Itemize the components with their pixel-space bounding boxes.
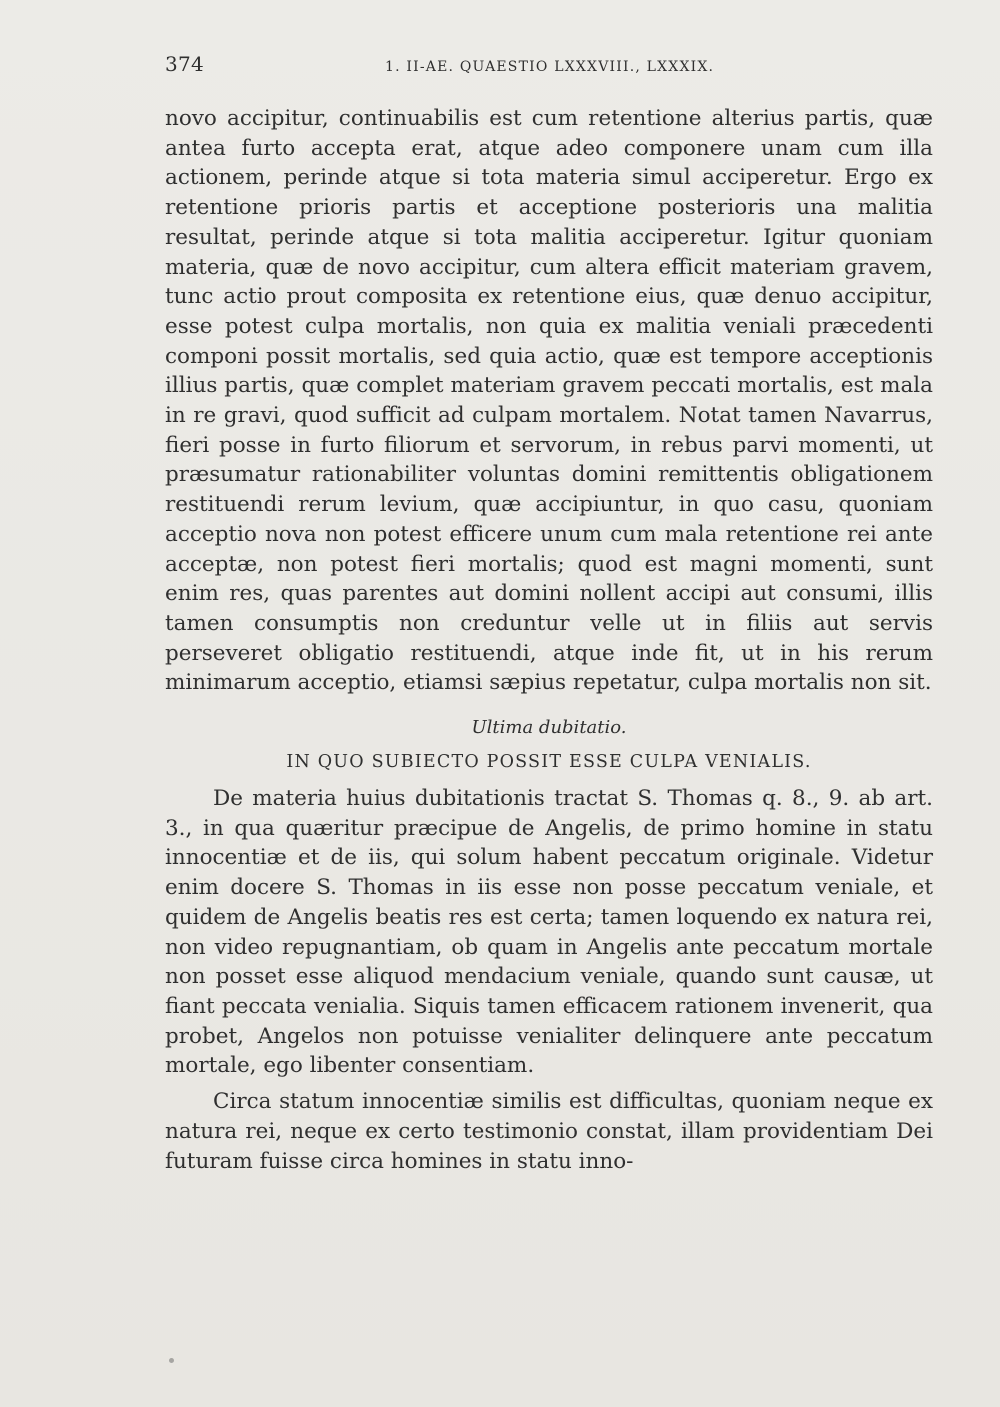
page-number: 374	[165, 52, 205, 76]
paragraph-3: Circa statum innocentiæ similis est difficultas, quoniam neque ex natura rei, neque ex certo testimonio constat, illam providentiam Dei futuram fuisse circa homines in statu inno-	[165, 1089, 933, 1174]
running-head: 1. II-AE. QUAESTIO LXXXVIII., LXXXIX.	[385, 59, 715, 75]
paragraph-2: De materia huius dubitationis tractat S. Thomas q. 8., 9. ab art. 3., in qua quæritur præcipue de Angelis, de primo homine in statu innocentiæ et de iis, qui solum habent peccatum originale. Videtur enim docere S. Thomas in iis esse non posse peccatum veniale, et quidem de Angelis beatis res est certa; tamen loquendo ex natura rei, non video repugnantiam, ob quam in Angelis ante peccatum mortale non posset esse aliquod mendacium veniale, quando sunt causæ, ut fiant peccata venialia. Siquis tamen efficacem rationem invenerit, qua probet, Angelos non potuisse venialiter delinquere ante peccatum mortale, ego libenter consentiam.	[165, 786, 933, 1079]
dubitatio-subtitle: Ultima dubitatio.	[471, 717, 627, 739]
section-heading: IN QUO SUBIECTO POSSIT ESSE CULPA VENIALIS.	[286, 752, 812, 773]
page-header	[165, 52, 935, 82]
paragraph-1: novo accipitur, continuabilis est cum retentione alterius partis, quæ antea furto accepta erat, atque adeo componere unam cum illa actionem, perinde atque si tota materia simul acciperetur. Ergo ex retentione prioris partis et acceptione posterioris una malitia resultat, perinde atque si tota malitia acciperetur. Igitur quoniam materia, quæ de novo accipitur, cum altera efficit materiam gravem, tunc actio prout composita ex retentione eius, quæ denuo accipitur, esse potest culpa mortalis, non quia ex malitia veniali præcedenti componi possit mortalis, sed quia actio, quæ est tempore acceptionis illius partis, quæ complet materiam gravem peccati mortalis, est mala in re gravi, quod sufficit ad culpam mortalem. Notat tamen Navarrus, fieri posse in furto filiorum et servorum, in rebus parvi momenti, ut præsumatur rationabiliter voluntas domini remittentis obligationem restituendi rerum levium, quæ accipiuntur, in quo casu, quoniam acceptio nova non potest efficere unum cum mala retentione rei ante acceptæ, non potest fieri mortalis; quod est magni momenti, sunt enim res, quas parentes aut domini nollent accipi aut consumi, illis tamen consumptis non creduntur velle ut in filiis aut servis perseveret obligatio restituendi, atque inde fit, ut in his rerum minimarum acceptio, etiamsi sæpius repetatur, culpa mortalis non sit.	[165, 106, 933, 696]
ink-speck	[169, 1358, 174, 1363]
body-text	[165, 104, 933, 1176]
